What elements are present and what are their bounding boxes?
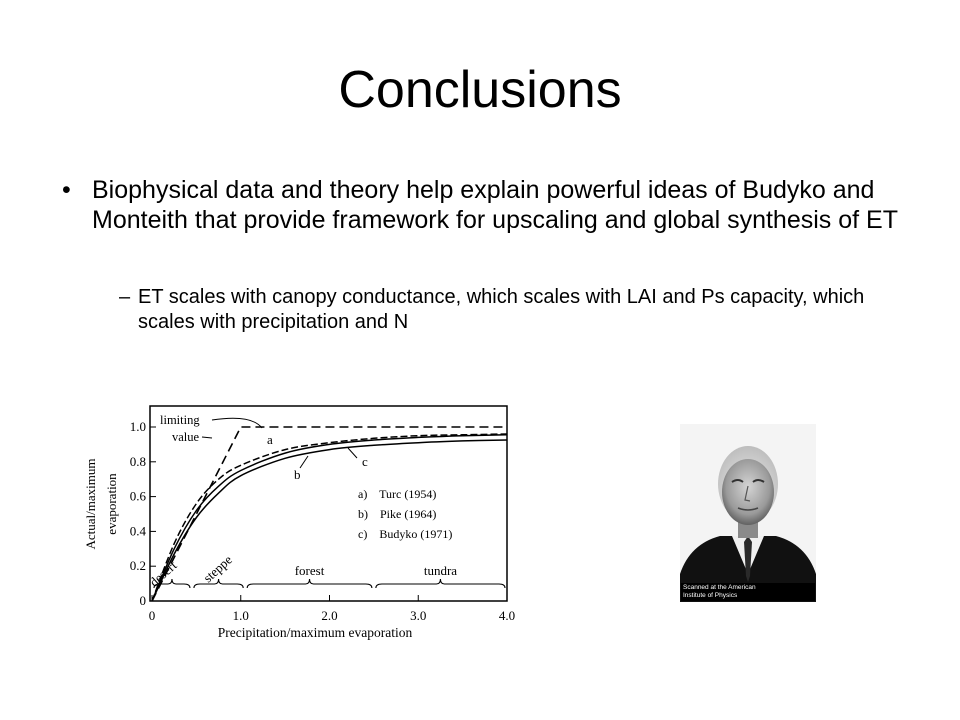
curve-c-label: c xyxy=(362,454,368,469)
y-tick-label: 1.0 xyxy=(129,419,146,434)
x-tick-label: 0 xyxy=(148,608,156,623)
vegetation-zones xyxy=(146,552,505,590)
curve-b-leader xyxy=(300,456,308,468)
zone-label-steppe: steppe xyxy=(200,551,235,586)
zone-label-forest: forest xyxy=(294,563,325,578)
y-axis-label-line2: evaporation xyxy=(104,473,119,535)
curve-c-leader xyxy=(348,448,357,458)
y-tick-label: 0 xyxy=(139,593,146,608)
y-tick-label: 0.4 xyxy=(129,523,146,539)
legend-item-a: a) Turc (1954) xyxy=(358,487,437,501)
zone-label-tundra: tundra xyxy=(423,563,458,578)
y-tick-label: 0.8 xyxy=(129,453,146,469)
zone-brace-steppe xyxy=(194,579,243,588)
value-label-leader xyxy=(202,437,212,438)
slide-title: Conclusions xyxy=(338,61,622,119)
x-tick-label: 2.0 xyxy=(321,608,338,623)
x-tick-label: 1.0 xyxy=(232,608,249,623)
limiting-label-1: limiting xyxy=(160,413,200,427)
x-tick-label: 4.0 xyxy=(498,608,516,623)
y-tick-label: 0.6 xyxy=(129,488,146,504)
zone-brace-tundra xyxy=(376,579,505,588)
legend-item-b: b) Pike (1964) xyxy=(358,507,437,521)
curve-b-label: b xyxy=(294,467,301,482)
legend-item-c: c) Budyko (1971) xyxy=(358,527,453,541)
zone-brace-forest xyxy=(247,579,372,588)
budyko-chart xyxy=(76,396,526,646)
y-tick-label: 0.2 xyxy=(129,558,146,574)
sub-bullet-mark: – xyxy=(119,286,131,308)
x-tick-label: 3.0 xyxy=(410,608,427,623)
portrait-drawing xyxy=(680,424,816,602)
curve-a-label: a xyxy=(267,432,273,447)
bullet-mark: • xyxy=(62,176,71,204)
limiting-label-leader xyxy=(212,418,262,428)
photo-credit: Scanned at the American Institute of Physics xyxy=(681,583,815,601)
limiting-label-2: value xyxy=(172,430,200,444)
main-bullet-text: Biophysical data and theory help explain powerful ideas of Budyko and Monteith that provide framework for upscaling and global synthesis of ET xyxy=(92,176,898,234)
sub-bullet-text: ET scales with canopy conductance, which scales with LAI and Ps capacity, which scales with precipitation and N xyxy=(138,286,865,333)
x-axis-label: Precipitation/maximum evaporation xyxy=(217,625,413,640)
y-axis-label-line1: Actual/maximum xyxy=(83,458,98,550)
zone-label-desert: desert xyxy=(146,557,180,590)
x-ticks xyxy=(149,595,515,623)
sub-bullet xyxy=(119,285,894,335)
portrait-photo xyxy=(680,424,816,602)
main-bullet xyxy=(62,175,902,235)
